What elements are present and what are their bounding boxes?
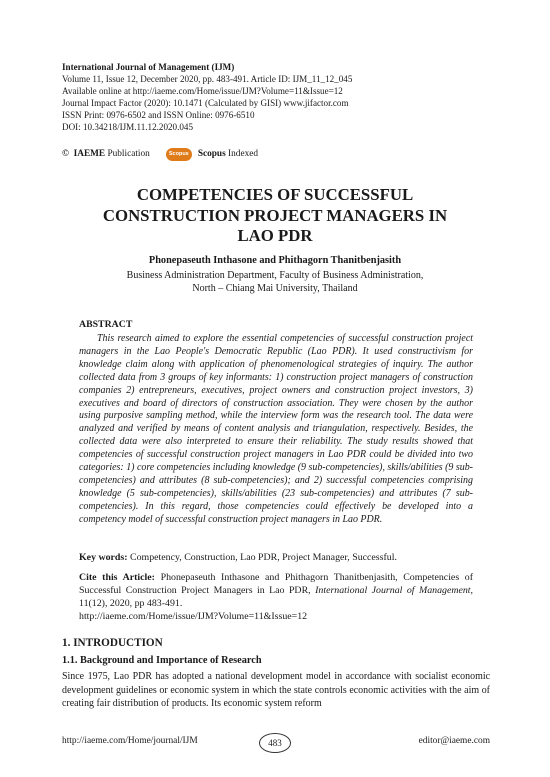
keywords-text: Competency, Construction, Lao PDR, Project Manager, Successful.	[130, 552, 397, 563]
paper-title	[40, 185, 510, 247]
title-line: LAO PDR	[237, 226, 313, 245]
journal-name: International Journal of Management (IJM)	[62, 62, 235, 72]
citation-details: 11(12), 2020, pp 483-491.	[79, 597, 183, 609]
citation-url[interactable]: http://iaeme.com/Home/issue/IJM?Volume=11&Issue=12	[79, 610, 308, 622]
section-heading: 1. INTRODUCTION	[62, 637, 163, 649]
page-footer	[62, 733, 490, 751]
impact-factor: Journal Impact Factor (2020): 10.1471 (Calculated by GISI) www.jifactor.com	[62, 97, 349, 108]
keywords	[79, 552, 473, 563]
scopus-logo-icon: Scopus	[166, 148, 192, 161]
affiliation-line: Business Administration Department, Faculty of Business Administration,	[126, 270, 424, 281]
title-line: COMPETENCIES OF SUCCESSFUL	[136, 185, 414, 204]
authors: Phonepaseuth Inthasone and Phithagorn Thanitbenjasith	[148, 255, 402, 266]
publisher-row	[62, 146, 258, 162]
footer-email[interactable]: editor@iaeme.com	[418, 736, 490, 746]
available-online: Available online at http://iaeme.com/Home/issue/IJM?Volume=11&Issue=12	[62, 85, 343, 96]
copyright-symbol: ©	[62, 149, 69, 159]
citation-label: Cite this Article:	[79, 572, 155, 583]
citation-journal: International Journal of Management,	[315, 584, 474, 596]
volume-info: Volume 11, Issue 12, December 2020, pp. 483-491. Article ID: IJM_11_12_045	[62, 73, 353, 84]
subsection-heading: 1.1. Background and Importance of Research	[62, 655, 262, 666]
citation	[79, 572, 473, 624]
page-number: 483	[259, 733, 291, 753]
body-text: Since 1975, Lao PDR has adopted a national development model in accordance with socialist economic development guidelines or economic system in which the state controls economic activities with the aim of creating fair distribution of products. Its economic system reform	[62, 671, 490, 709]
affiliation-line: North – Chiang Mai University, Thailand	[192, 282, 358, 294]
affiliation	[40, 270, 510, 296]
doi-info: DOI: 10.34218/IJM.11.12.2020.045	[62, 121, 194, 132]
title-line: CONSTRUCTION PROJECT MANAGERS IN	[102, 205, 448, 225]
publisher-name: IAEME	[73, 149, 106, 159]
issn-info: ISSN Print: 0976-6502 and ISSN Online: 0976-6510	[62, 109, 255, 120]
citation-text: Phonepaseuth Inthasone and Phithagorn Thanitbenjasith, Competencies of Successful Construction Project Managers in Lao PDR,	[79, 572, 474, 596]
journal-header	[62, 62, 502, 133]
footer-url[interactable]: http://iaeme.com/Home/journal/IJM	[62, 736, 198, 746]
keywords-label: Key words:	[79, 552, 128, 563]
abstract-heading: ABSTRACT	[79, 319, 133, 330]
publication-label: Publication	[107, 149, 150, 159]
scopus-name: Scopus	[197, 149, 226, 159]
indexed-label: Indexed	[228, 149, 258, 159]
abstract-text: This research aimed to explore the essential competencies of successful construction project managers in the Lao People's Democratic Republic (Lao PDR). It used constructivism for knowledge claim along with application of phenomenological strategies of inquiry. The author collected data from 3 groups of key informants: 1) construction project managers of construction companies 2) entrepreneurs, executives, project owners and construction project investors, 3) executives and board of directors of construction association. They were chosen by the author using purposive sampling method, while the interview form was the research tool. The data were analyzed and verified by means of content analysis and triangulation, respectively. Besides, the collected data were also interpreted to ensure their reliability. The study results showed that competencies of successful construction project managers in Lao PDR could be divided into two categories: 1) core competencies including knowledge (9 sub-competencies), skills/abilities (9 sub-competencies) and attributes (8 sub-competencies); and 2) successful competencies comprising knowledge (5 sub-competencies), skills/abilities (23 sub-competencies) and attributes (7 sub-competencies). In this regard, those competencies could effectively be developed into a competency model of successful construction project managers in Lao PDR.	[79, 333, 473, 525]
